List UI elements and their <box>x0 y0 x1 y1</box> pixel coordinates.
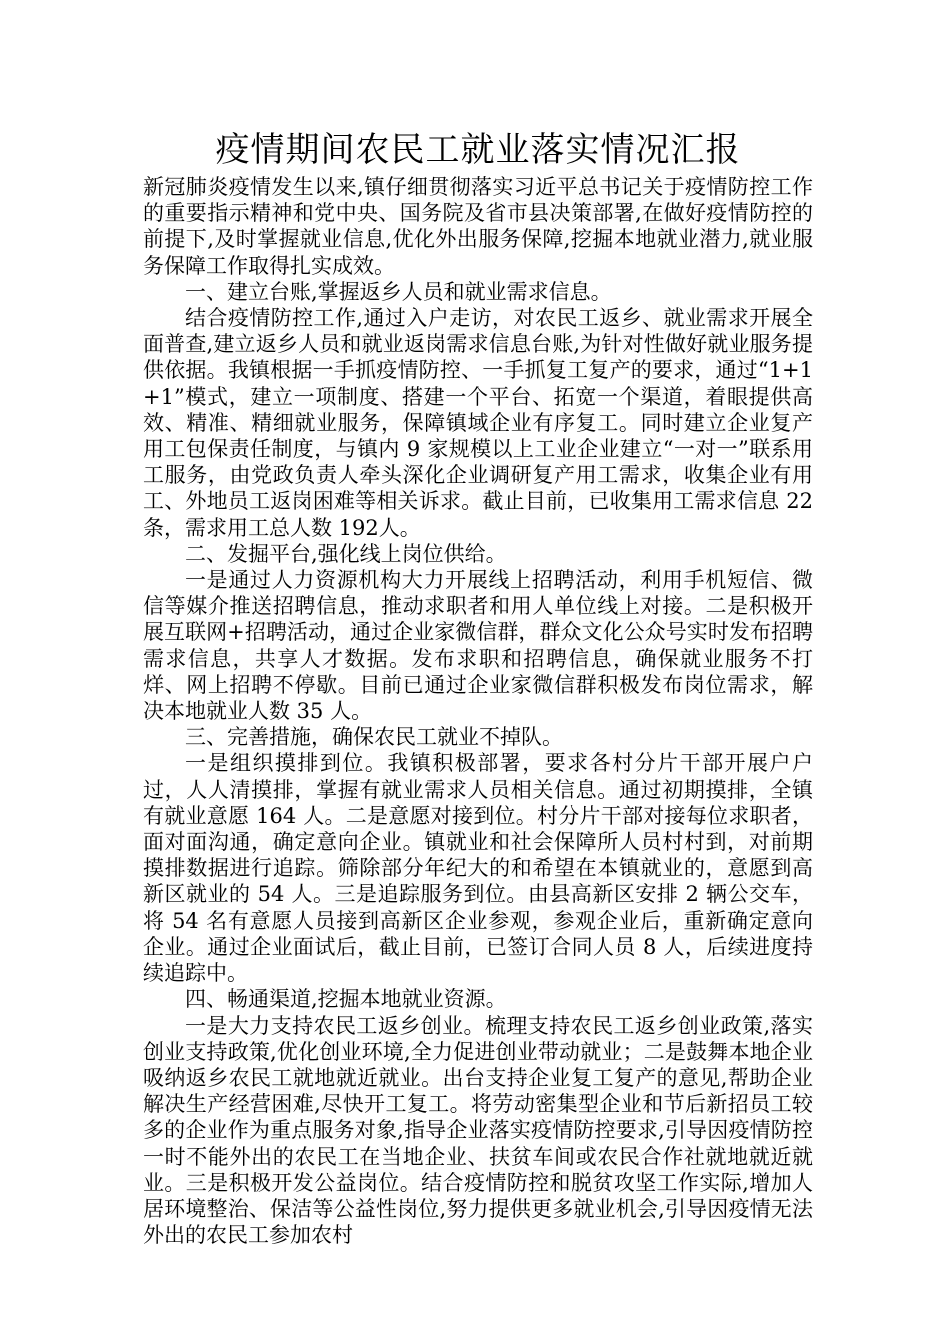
section-heading-4: 四、畅通渠道,挖掘本地就业资源。 <box>185 987 507 1012</box>
section-body-1: 结合疫情防控工作,通过入户走访，对农民工返乡、就业需求开展全面普查,建立返乡人员和就业返岗需求信息台账,为针对性做好就业服务提供依据。我镇根据一手抓疫情防控、一手抓复工复产的要求，通过“1+1+1”模式，建立一项制度、搭建一个平台、拓宽一个渠道，着眼提供高效、精准、精细就业服务，保障镇域企业有序复工。同时建立企业复产用工包保责任制度，与镇内 9 家规模以上工业企业建立“一对一”联系用工服务，由党政负责人牵头深化企业调研复产用工需求，收集企业有用工、外地员工返岗困难等相关诉求。截止目前，已收集用工需求信息 22 条，需求用工总人数 192人。 <box>143 306 813 540</box>
document-title: 疫情期间农民工就业落实情况汇报 <box>215 130 741 170</box>
section-body-3: 一是组织摸排到位。我镇积极部署，要求各村分片干部开展户户过，人人清摸排，掌握有就业需求人员相关信息。通过初期摸排，全镇有就业意愿 164 人。二是意愿对接到位。村分片干部对接每位求职者，面对面沟通，确定意向企业。镇就业和社会保障所人员村村到，对前期摸排数据进行追踪。筛除部分年纪大的和希望在本镇就业的，意愿到高新区就业的 54 人。三是追踪服务到位。由县高新区安排 2 辆公交车，将 54 名有意愿人员接到高新区企业参观，参观企业后，重新确定意向企业。通过企业面试后，截止目前，已签订合同人员 8 人，后续进度持续追踪中。 <box>143 751 813 986</box>
intro-paragraph: 新冠肺炎疫情发生以来,镇仔细贯彻落实习近平总书记关于疫情防控工作的重要指示精神和党中央、国务院及省市县决策部署,在做好疫情防控的前提下,及时掌握就业信息,优化外出服务保障,挖掘本地就业潜力,就业服务保障工作取得扎实成效。 <box>143 175 813 278</box>
section-heading-1: 一、建立台账,掌握返乡人员和就业需求信息。 <box>185 279 612 304</box>
section-body-2: 一是通过人力资源机构大力开展线上招聘活动，利用手机短信、微信等媒介推送招聘信息，推动求职者和用人单位线上对接。二是积极开展互联网+招聘活动，通过企业家微信群，群众文化公众号实时发布招聘需求信息，共享人才数据。发布求职和招聘信息，确保就业服务不打烊、网上招聘不停歇。目前已通过企业家微信群积极发布岗位需求，解决本地就业人数 35 人。 <box>143 568 813 724</box>
section-heading-2: 二、发掘平台,强化线上岗位供给。 <box>185 541 507 566</box>
section-body-4: 一是大力支持农民工返乡创业。梳理支持农民工返乡创业政策,落实创业支持政策,优化创业环境,全力促进创业带动就业；二是鼓舞本地企业吸纳返乡农民工就地就近就业。出台支持企业复工复产的意见,帮助企业解决生产经营困难,尽快开工复工。将劳动密集型企业和节后新招员工较多的企业作为重点服务对象,指导企业落实疫情防控要求,引导因疫情防控一时不能外出的农民工在当地企业、扶贫车间或农民合作社就地就近就业。三是积极开发公益岗位。结合疫情防控和脱贫攻坚工作实际,增加人居环境整治、保洁等公益性岗位,努力提供更多就业机会,引导因疫情无法外出的农民工参加农村 <box>143 1013 813 1248</box>
section-heading-3: 三、完善措施，确保农民工就业不掉队。 <box>185 725 563 750</box>
document-page <box>143 126 813 1248</box>
